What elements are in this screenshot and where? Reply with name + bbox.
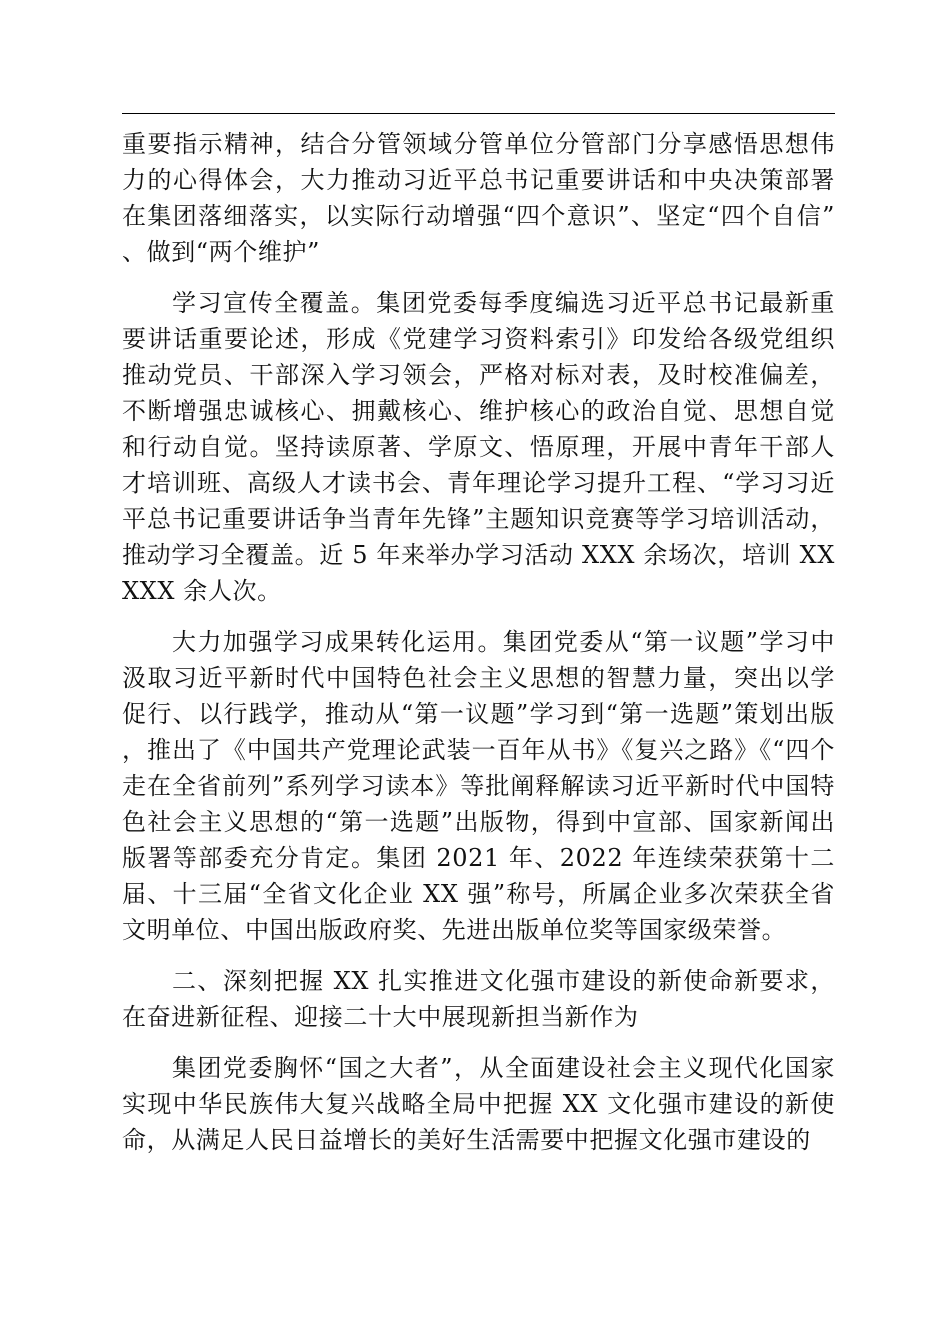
paragraph-5: 集团党委胸怀“国之大者”，从全面建设社会主义现代化国家实现中华民族伟大复兴战略全局中把握 XX 文化强市建设的新使命，从满足人民日益增长的美好生活需要中把握文化强市建设的	[122, 1054, 835, 1154]
section-heading-2: 二、深刻把握 XX 扎实推进文化强市建设的新使命新要求，在奋进新征程、迎接二十大中展现新担当新作为	[122, 967, 835, 1031]
paragraph-2: 学习宣传全覆盖。集团党委每季度编选习近平总书记最新重要讲话重要论述，形成《党建学习资料索引》印发给各级党组织推动党员、干部深入学习领会，严格对标对表，及时校准偏差，不断增强忠诚核心、拥戴核心、维护核心的政治自觉、思想自觉和行动自觉。坚持读原著、学原文、悟原理，开展中青年干部人才培训班、高级人才读书会、青年理论学习提升工程、“学习习近平总书记重要讲话争当青年先锋”主题知识竞赛等学习培训活动，推动学习全覆盖。近 5 年来举办学习活动 XXX 余场次，培训 XXXXX 余人次。	[122, 289, 835, 605]
paragraph-3: 大力加强学习成果转化运用。集团党委从“第一议题”学习中汲取习近平新时代中国特色社会主义思想的智慧力量，突出以学促行、以行践学，推动从“第一议题”学习到“第一选题”策划出版，推出了《中国共产党理论武装一百年从书》《复兴之路》《“四个走在全省前列”系列学习读本》等批阐释解读习近平新时代中国特色社会主义思想的“第一选题”出版物，得到中宣部、国家新闻出版署等部委充分肯定。集团 2021 年、2022 年连续荣获第十二届、十三届“全省文化企业 XX 强”称号，所属企业多次荣获全省文明单位、中国出版政府奖、先进出版单位奖等国家级荣誉。	[122, 628, 835, 944]
paragraph-1: 重要指示精神，结合分管领域分管单位分管部门分享感悟思想伟力的心得体会，大力推动习近平总书记重要讲话和中央决策部署在集团落细落实，以实际行动增强“四个意识”、坚定“四个自信”、做到“两个维护”	[122, 130, 835, 266]
header-rule	[122, 113, 835, 114]
document-body	[122, 126, 835, 1173]
